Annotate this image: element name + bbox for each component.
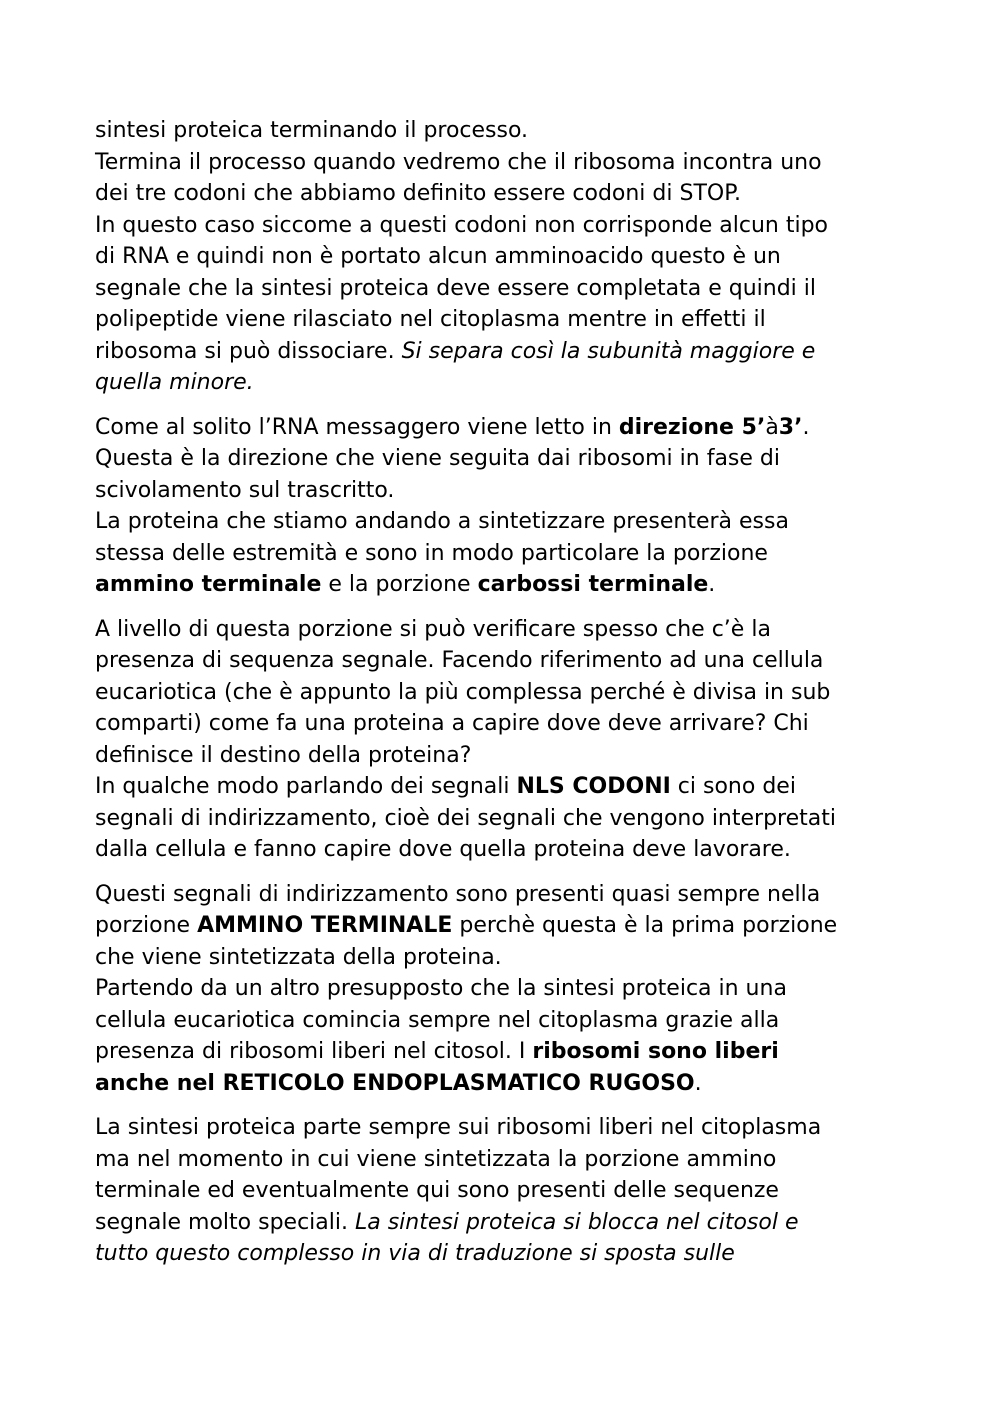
text-line — [95, 367, 905, 399]
text-run: polipeptide viene rilasciato nel citoplasma mentre in effetti il — [95, 307, 766, 332]
bold-text: ribosomi sono liberi — [532, 1039, 779, 1064]
text-run: presenza di ribosomi liberi nel citosol. I — [95, 1039, 533, 1064]
bold-text: anche nel RETICOLO ENDOPLASMATICO RUGOSO — [95, 1070, 695, 1096]
text-run: La sintesi proteica parte sempre sui ribosomi liberi nel citoplasma — [95, 1115, 822, 1140]
paragraph — [95, 879, 905, 1100]
bold-text: direzione 5’ — [618, 414, 766, 440]
text-run: A livello di questa porzione si può verificare spesso che c’è la — [95, 616, 771, 642]
paragraph — [95, 115, 905, 399]
text-line — [95, 879, 905, 911]
text-run: In qualche modo parlando dei segnali — [95, 774, 517, 799]
text-line — [95, 803, 905, 835]
paragraph — [95, 1112, 905, 1270]
text-run: e la porzione — [321, 572, 478, 597]
paragraph — [95, 412, 905, 601]
text-run: segnale che la sintesi proteica deve essere completata e quindi il — [95, 275, 816, 301]
text-line — [95, 1005, 905, 1037]
text-run: definisce il destino della proteina? — [95, 742, 472, 768]
text-line — [95, 771, 905, 803]
text-line — [95, 1144, 905, 1176]
text-run: Questi segnali di indirizzamento sono presenti quasi sempre nella — [95, 881, 821, 907]
text-run: presenza di sequenza segnale. Facendo riferimento ad una cellula — [95, 648, 824, 673]
text-run: Termina il processo quando vedremo che il ribosoma incontra uno — [95, 149, 822, 175]
text-run: perchè questa è la prima porzione — [452, 913, 838, 938]
bold-text: carbossi terminale — [477, 572, 709, 597]
text-run: In questo caso siccome a questi codoni non corrisponde alcun tipo — [95, 212, 828, 238]
text-line — [95, 147, 905, 179]
text-run: di RNA e quindi non è portato alcun amminoacido questo è un — [95, 244, 781, 269]
text-line — [95, 336, 905, 368]
text-run: scivolamento sul trascritto. — [95, 477, 395, 503]
text-line — [95, 708, 905, 740]
text-line — [95, 506, 905, 538]
text-run: ma nel momento in cui viene sintetizzata la porzione ammino — [95, 1146, 777, 1172]
text-run: che viene sintetizzata della proteina. — [95, 944, 502, 970]
text-line — [95, 614, 905, 646]
text-line — [95, 241, 905, 273]
text-run: Come al solito l’RNA messaggero viene letto in — [95, 414, 619, 440]
text-line — [95, 645, 905, 677]
text-run: dei tre codoni che abbiamo definito essere codoni di STOP. — [95, 181, 742, 206]
text-run: sintesi proteica terminando il processo. — [95, 118, 529, 143]
text-run: . — [802, 414, 810, 440]
text-run: ci sono dei — [670, 774, 796, 799]
text-run: La proteina che stiamo andando a sintetizzare presenterà essa — [95, 509, 789, 534]
text-run: à — [765, 414, 779, 440]
bold-text: ammino terminale — [95, 572, 322, 597]
text-run: Questa è la direzione che viene seguita dai ribosomi in fase di — [95, 446, 780, 471]
document-page — [95, 115, 905, 1283]
text-line — [95, 115, 905, 147]
text-line — [95, 1112, 905, 1144]
italic-text: Si separa così la subunità maggiore e — [401, 338, 816, 364]
text-run: segnali di indirizzamento, cioè dei segnali che vengono interpretati — [95, 805, 836, 831]
text-run: stessa delle estremità e sono in modo particolare la porzione — [95, 540, 768, 566]
text-run: . — [708, 572, 716, 597]
italic-text: La sintesi proteica si blocca nel citosol e — [354, 1209, 799, 1235]
text-line — [95, 475, 905, 507]
text-line — [95, 1238, 905, 1270]
text-line — [95, 740, 905, 772]
text-line — [95, 569, 905, 601]
text-line — [95, 1068, 905, 1100]
text-line — [95, 1207, 905, 1239]
text-run: dalla cellula e fanno capire dove quella proteina deve lavorare. — [95, 837, 791, 862]
text-run: terminale ed eventualmente qui sono presenti delle sequenze — [95, 1178, 779, 1203]
text-line — [95, 412, 905, 444]
text-line — [95, 910, 905, 942]
text-line — [95, 538, 905, 570]
italic-text: quella minore. — [95, 370, 254, 395]
text-line — [95, 677, 905, 709]
text-line — [95, 942, 905, 974]
text-line — [95, 210, 905, 242]
text-run: segnale molto speciali. — [95, 1209, 355, 1235]
paragraph — [95, 614, 905, 866]
text-run: eucariotica (che è appunto la più complessa perché è divisa in sub — [95, 679, 831, 705]
text-line — [95, 443, 905, 475]
text-run: comparti) come fa una proteina a capire dove deve arrivare? Chi — [95, 711, 809, 736]
italic-text: tutto questo complesso in via di traduzione si sposta sulle — [95, 1241, 735, 1266]
bold-text: AMMINO TERMINALE — [197, 913, 453, 938]
text-line — [95, 178, 905, 210]
text-run: porzione — [95, 913, 198, 938]
text-run: . — [694, 1070, 702, 1096]
bold-text: 3’ — [778, 414, 803, 440]
text-line — [95, 1175, 905, 1207]
text-run: ribosoma si può dissociare. — [95, 338, 402, 364]
text-line — [95, 1036, 905, 1068]
text-line — [95, 973, 905, 1005]
text-line — [95, 834, 905, 866]
text-line — [95, 304, 905, 336]
text-run: cellula eucariotica comincia sempre nel citoplasma grazie alla — [95, 1007, 780, 1033]
bold-text: NLS CODONI — [516, 774, 671, 799]
text-run: Partendo da un altro presupposto che la sintesi proteica in una — [95, 976, 787, 1001]
text-line — [95, 273, 905, 305]
